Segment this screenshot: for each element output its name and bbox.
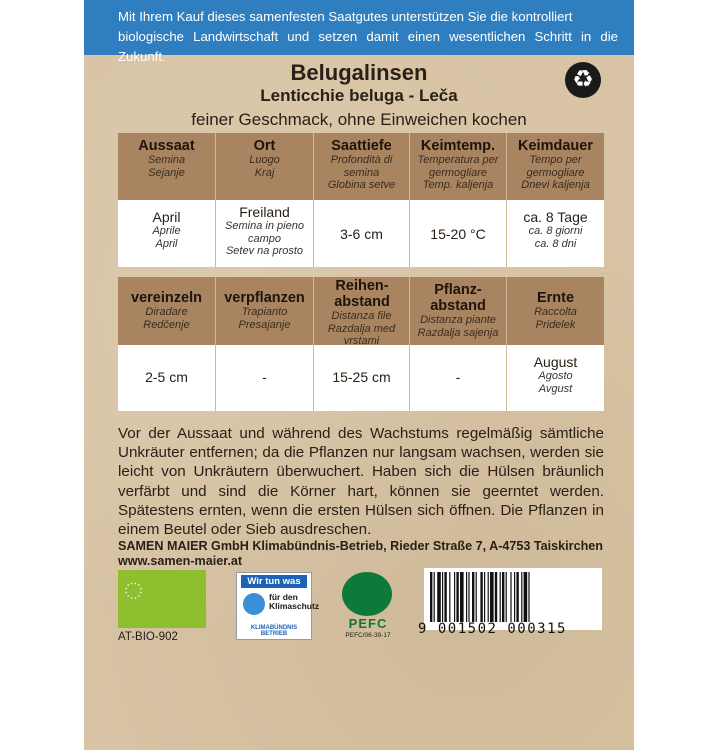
sowing-table	[118, 133, 604, 267]
product-title: Belugalinsen	[290, 60, 428, 85]
value-cell: -	[410, 345, 507, 411]
header-cell: vereinzeln Diradare Redčenje	[118, 277, 216, 345]
header-cell: Reihen-abstand Distanza file Razdalja med vrstami	[314, 277, 410, 345]
klima-logo-text: für den Klimaschutz	[269, 592, 320, 611]
eu-organic-logo	[118, 570, 206, 628]
company-address: SAMEN MAIER GmbH Klimabündnis-Betrieb, Rieder Straße 7, A-4753 Taiskirchen	[118, 539, 603, 553]
klima-logo-side: KLIMABÜNDNIS BETRIEB	[250, 625, 298, 637]
svg-text:★: ★	[137, 593, 141, 598]
value-cell: August Agosto Avgust	[507, 345, 604, 411]
header-cell: Ernte Raccolta Pridelek	[507, 277, 604, 345]
header-cell: Ort Luogo Kraj	[216, 133, 314, 200]
svg-text:★: ★	[134, 581, 137, 586]
value-cell: 3-6 cm	[314, 200, 410, 267]
pefc-code: PEFC/06-39-17	[345, 632, 391, 639]
banner-line-1: Mit Ihrem Kauf dieses samenfesten Saatgutes unterstützen Sie die kontrolliert	[118, 9, 573, 24]
svg-text:★: ★	[124, 590, 128, 595]
value-cell: April Aprile April	[118, 200, 216, 267]
value-cell: 15-20 °C	[410, 200, 507, 267]
svg-text:★: ★	[124, 586, 128, 591]
barcode-number: 9 001502 000315	[418, 621, 567, 637]
svg-text:★: ★	[130, 581, 134, 586]
banner-line-2: biologische Landwirtschaft und setzen damit einen wesentlichen Schritt in die Zukunft.	[118, 29, 618, 64]
klima-logo-top: Wir tun was	[241, 575, 307, 588]
pefc-label: PEFC	[348, 616, 388, 631]
eu-leaf-icon	[118, 570, 148, 612]
product-tagline: feiner Geschmack, ohne Einweichen kochen	[191, 110, 527, 129]
eu-organic-code: AT-BIO-902	[118, 631, 178, 643]
barcode-bars	[430, 572, 596, 622]
svg-text:★: ★	[126, 582, 130, 587]
header-cell: Keimtemp. Temperatura per germogliare Temp. kaljenja	[410, 133, 507, 200]
planting-table	[118, 277, 604, 411]
value-cell: ca. 8 Tage ca. 8 giorni ca. 8 dni	[507, 200, 604, 267]
green-dot-icon: ♻	[565, 62, 601, 98]
header-cell: verpflanzen Trapianto Presajanje	[216, 277, 314, 345]
value-cell: Freiland Semina in pieno campo Setev na prosto	[216, 200, 314, 267]
seed-packet	[84, 0, 634, 750]
value-cell: 15-25 cm	[314, 345, 410, 411]
header-cell: Aussaat Semina Sejanje	[118, 133, 216, 200]
header-cell: Keimdauer Tempo per germogliare Dnevi kaljenja	[507, 133, 604, 200]
globe-icon	[243, 593, 265, 615]
value-cell: -	[216, 345, 314, 411]
value-cell: 2-5 cm	[118, 345, 216, 411]
tree-icon	[342, 572, 392, 616]
svg-text:★: ★	[139, 586, 143, 591]
pefc-logo	[340, 570, 396, 640]
header-cell: Pflanz-abstand Distanza piante Razdalja sajenja	[410, 277, 507, 345]
header-cell: Saattiefe Profondità di semina Globina setve	[314, 133, 410, 200]
svg-text:★: ★	[130, 595, 134, 600]
svg-text:★: ★	[139, 590, 143, 595]
product-translations: Lenticchie beluga - Leča	[260, 86, 458, 105]
svg-text:★: ★	[137, 582, 141, 587]
company-website: www.samen-maier.at	[118, 554, 243, 568]
info-banner	[84, 0, 634, 64]
svg-text:★: ★	[134, 595, 137, 600]
growing-instructions: Vor der Aussaat und während des Wachstums regelmäßig sämtliche Unkräuter entfernen; da die Pflanzen nur langsam wachsen, werden sie leicht von Unkräutern überwuchert. Haben sich die Hülsen bräunlich verfärbt und sind die Körner hart, können sie geerntet werden. Spätestens ernten, wenn die ersten Hülsen sich öffnen. Die Pflanzen in einem Beutel oder Sieb ausdreschen.	[118, 425, 604, 539]
klimabuendnis-logo	[236, 572, 320, 640]
svg-text:★: ★	[126, 593, 130, 598]
